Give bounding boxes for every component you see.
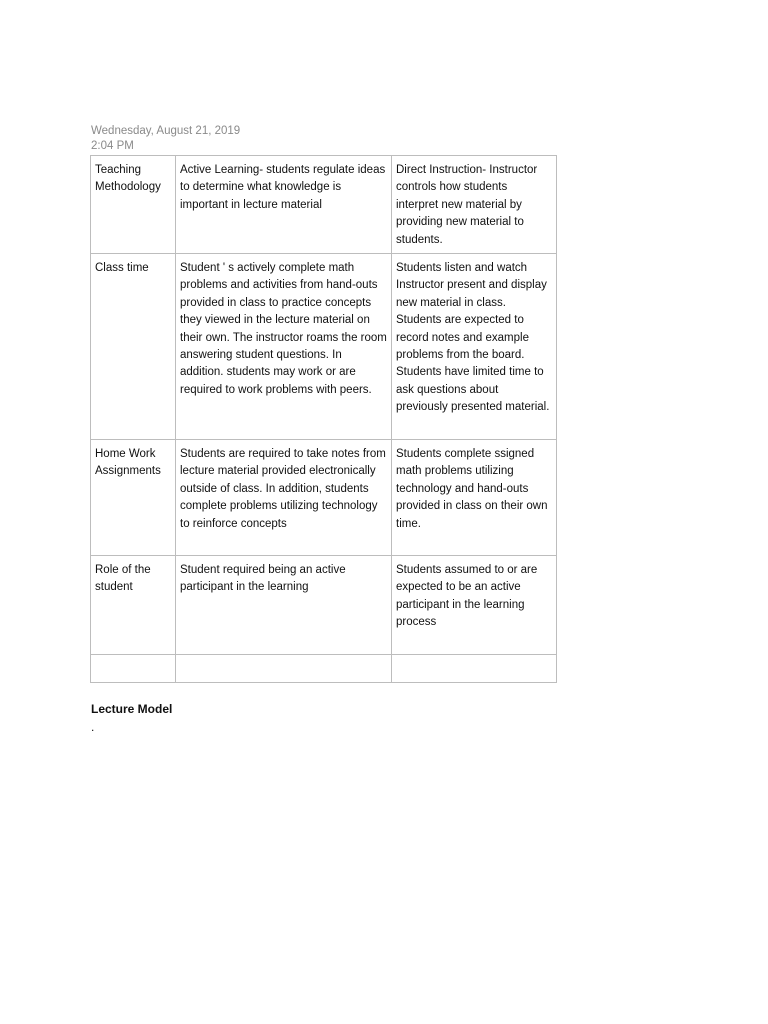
row-label-cell: Role of the student: [91, 556, 176, 655]
table-row: [91, 556, 557, 655]
direct-instruction-cell: Direct Instruction- Instructor controls how students interpret new material by providing new material to students.: [392, 156, 557, 254]
table-row: [91, 440, 557, 556]
note-date: Wednesday, August 21, 2019: [91, 125, 241, 137]
table-row: [91, 156, 557, 254]
row-label-cell: Teaching Methodology: [91, 156, 176, 254]
direct-instruction-cell: Students complete ssigned math problems utilizing technology and hand-outs provided in class on their own time.: [392, 440, 557, 556]
active-learning-cell: Students are required to take notes from lecture material provided electronically outside of class. In addition, students complete problems utilizing technology to reinforce concepts: [176, 440, 392, 556]
note-timestamp: [91, 124, 240, 154]
active-learning-cell: [176, 655, 392, 683]
active-learning-cell: Active Learning- students regulate ideas to determine what knowledge is important in lecture material: [176, 156, 392, 254]
section-heading: Lecture Model: [91, 702, 173, 716]
table-row: [91, 655, 557, 683]
direct-instruction-cell: Students assumed to or are expected to be an active participant in the learning process: [392, 556, 557, 655]
direct-instruction-cell: Students listen and watch Instructor present and display new material in class. Students are expected to record notes and example problems from the board. Students have limited time to ask questions about previously presented material.: [392, 254, 557, 440]
row-label-cell: Class time: [91, 254, 176, 440]
row-label-cell: Home Work Assignments: [91, 440, 176, 556]
row-label-cell: [91, 655, 176, 683]
active-learning-cell: Student required being an active participant in the learning: [176, 556, 392, 655]
direct-instruction-cell: [392, 655, 557, 683]
active-learning-cell: Student ' s actively complete math problems and activities from hand-outs provided in class to practice concepts they viewed in the lecture material on their own. The instructor roams the room answering student questions. In addition. students may work or are required to work problems with peers.: [176, 254, 392, 440]
trailing-mark: .: [91, 720, 95, 734]
table-row: [91, 254, 557, 440]
comparison-table: [90, 155, 557, 683]
note-time: 2:04 PM: [91, 140, 134, 152]
